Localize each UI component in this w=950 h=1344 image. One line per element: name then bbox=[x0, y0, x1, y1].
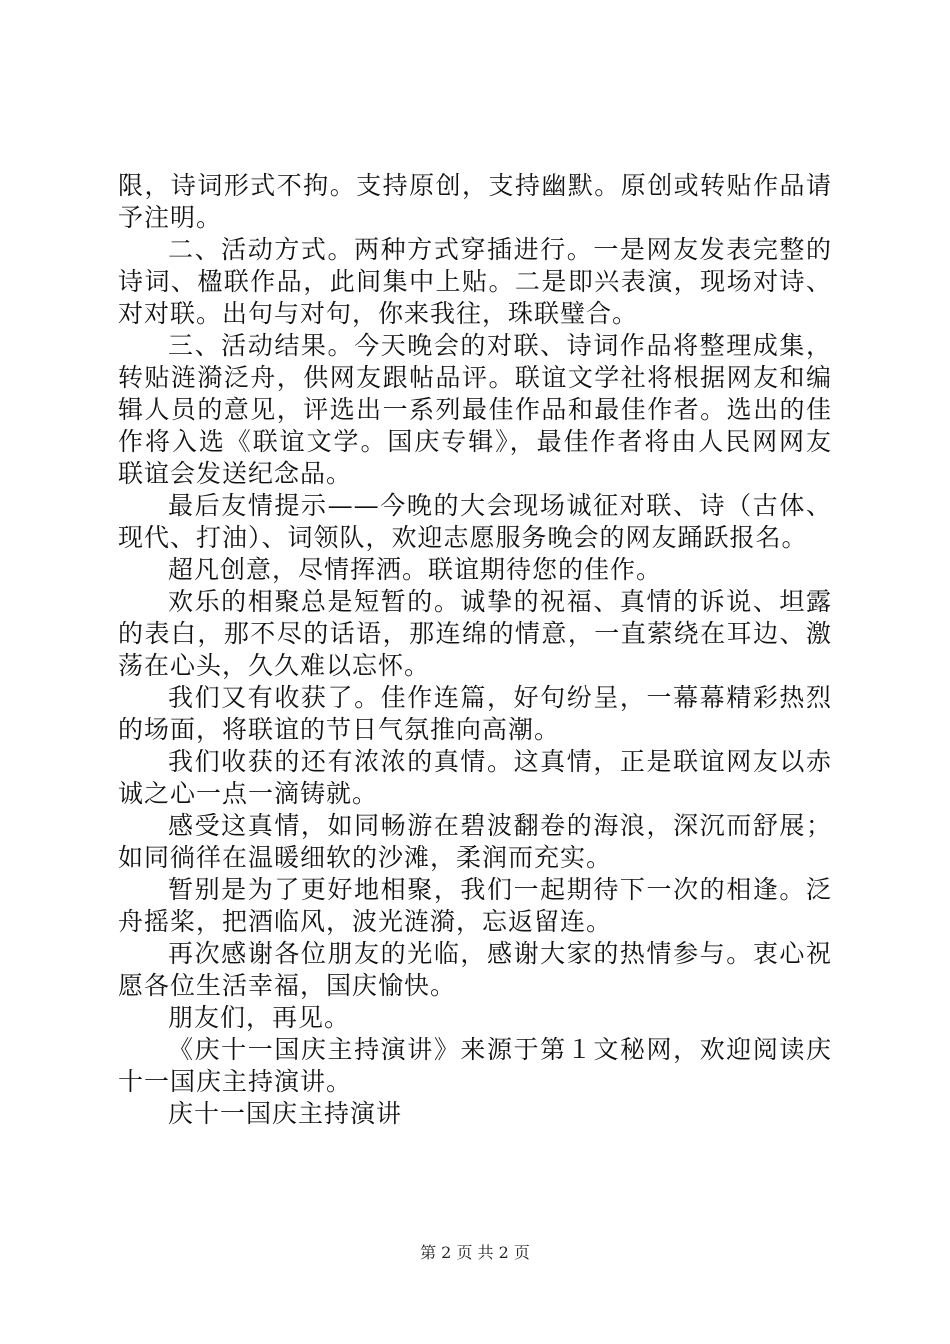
paragraph-3: 三、活动结果。今天晚会的对联、诗词作品将整理成集，转贴涟漪泛舟，供网友跟帖品评。联谊文学社将根据网友和编辑人员的意见，评选出一系列最佳作品和最佳作者。选出的佳作将入选《联谊文学。国庆专辑》，最佳作者将由人民网网友联谊会发送纪念品。 bbox=[118, 331, 832, 488]
paragraph-1: 限，诗词形式不拘。支持原创，支持幽默。原创或转贴作品请予注明。 bbox=[118, 171, 832, 232]
paragraph-9: 感受这真情，如同畅游在碧波翻卷的海浪，深沉而舒展；如同徜徉在温暖细软的沙滩，柔润而充实。 bbox=[118, 811, 832, 872]
paragraph-7: 我们又有收获了。佳作连篇，好句纷呈，一幕幕精彩热烈的场面，将联谊的节日气氛推向高潮。 bbox=[118, 683, 832, 744]
paragraph-4: 最后友情提示——今晚的大会现场诚征对联、诗（古体、现代、打油）、词领队，欢迎志愿服务晚会的网友踊跃报名。 bbox=[118, 491, 832, 552]
paragraph-10: 暂别是为了更好地相聚，我们一起期待下一次的相逢。泛舟摇桨，把酒临风，波光涟漪，忘返留连。 bbox=[118, 875, 832, 936]
paragraph-14: 庆十一国庆主持演讲 bbox=[168, 1099, 403, 1128]
paragraph-5: 超凡创意，尽情挥洒。联谊期待您的佳作。 bbox=[168, 555, 663, 584]
paragraph-13: 《庆十一国庆主持演讲》来源于第１文秘网，欢迎阅读庆十一国庆主持演讲。 bbox=[118, 1035, 832, 1096]
document-body bbox=[118, 170, 832, 1130]
page-number-footer: 第 2 页 共 2 页 bbox=[420, 1243, 530, 1262]
paragraph-11: 再次感谢各位朋友的光临，感谢大家的热情参与。衷心祝愿各位生活幸福，国庆愉快。 bbox=[118, 939, 832, 1000]
paragraph-12: 朋友们，再见。 bbox=[168, 1003, 351, 1032]
paragraph-6: 欢乐的相聚总是短暂的。诚挚的祝福、真情的诉说、坦露的表白，那不尽的话语，那连绵的情意，一直萦绕在耳边、激荡在心头，久久难以忘怀。 bbox=[118, 587, 832, 680]
paragraph-2: 二、活动方式。两种方式穿插进行。一是网友发表完整的诗词、楹联作品，此间集中上贴。二是即兴表演，现场对诗、对对联。出句与对句，你来我往，珠联璧合。 bbox=[118, 235, 832, 328]
paragraph-8: 我们收获的还有浓浓的真情。这真情，正是联谊网友以赤诚之心一点一滴铸就。 bbox=[118, 747, 832, 808]
